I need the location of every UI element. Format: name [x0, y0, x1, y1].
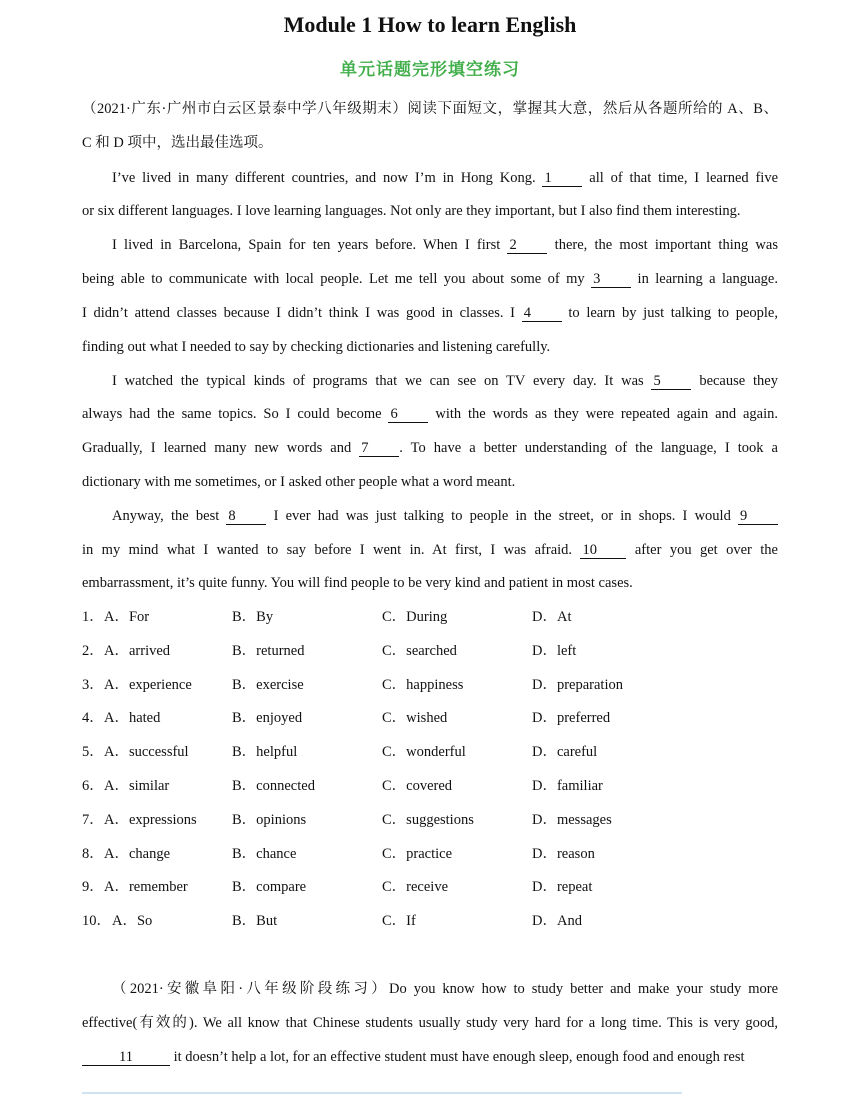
question-row [82, 675, 778, 695]
page-subtitle: 单元话题完形填空练习 [340, 60, 520, 80]
option-d[interactable]: D．repeat [532, 879, 593, 896]
question-number: 2． [82, 642, 104, 659]
option-b[interactable]: B．By [232, 609, 274, 625]
paragraph-line: 11 it doesn’t help a lot, for an effective student must have enough sleep, enough food and enough rest [82, 1047, 778, 1067]
question-row [82, 641, 778, 661]
option-c[interactable]: C．covered [382, 778, 453, 794]
option-d[interactable]: D．reason [532, 845, 595, 862]
option-a[interactable]: A．expressions [104, 811, 197, 828]
blank-9: 9 [738, 508, 778, 525]
option-c[interactable]: C．happiness [382, 676, 464, 693]
option-b[interactable]: B．exercise [232, 676, 304, 693]
option-a[interactable]: A．similar [104, 778, 170, 794]
option-d[interactable]: D．And [532, 913, 582, 930]
option-c[interactable]: C．If [382, 913, 416, 930]
option-a[interactable]: A．successful [104, 744, 189, 761]
paragraph-line: in my mind what I wanted to say before I went in. At first, I was afraid. 10 after you get over the [82, 542, 778, 558]
option-a[interactable]: A．change [104, 845, 171, 862]
blank-2: 2 [507, 237, 547, 254]
option-c[interactable]: C．suggestions [382, 811, 474, 828]
paragraph-line: Gradually, I learned many new words and 7 . To have a better understanding of the language, I took a [82, 440, 778, 456]
question-number: 10． [82, 913, 111, 930]
option-d[interactable]: D．preparation [532, 676, 623, 693]
question-row [82, 742, 778, 762]
question-row [82, 844, 778, 864]
paragraph-line: （2021·安徽阜阳·八年级阶段练习）Do you know how to study better and make your study more [112, 981, 778, 997]
option-d[interactable]: D．preferred [532, 710, 611, 727]
option-c[interactable]: C．wonderful [382, 744, 466, 761]
option-a[interactable]: A．experience [104, 676, 192, 693]
paragraph-line: Anyway, the best 8 I ever had was just talking to people in the street, or in shops. I would 9 [112, 506, 778, 526]
option-a[interactable]: A．remember [104, 879, 188, 896]
paragraph-line: always had the same topics. So I could become 6 with the words as they were repeated again and again. [82, 406, 778, 422]
page-title: Module 1 How to learn English [283, 12, 577, 37]
question-row [82, 776, 778, 796]
option-d[interactable]: D．At [532, 609, 572, 625]
question-row [82, 810, 778, 830]
blank-8: 8 [226, 508, 266, 525]
option-c[interactable]: C．During [382, 609, 448, 625]
question-number: 4． [82, 710, 104, 727]
question-number: 9． [82, 879, 104, 896]
option-d[interactable]: D．left [532, 642, 577, 659]
option-b[interactable]: B．But [232, 913, 278, 930]
paragraph-line: I watched the typical kinds of programs that we can see on TV every day. It was 5 because they [112, 373, 778, 389]
option-d[interactable]: D．messages [532, 811, 612, 828]
question-row [82, 607, 778, 627]
option-b[interactable]: B．helpful [232, 744, 298, 761]
paragraph-line: I lived in Barcelona, Spain for ten years before. When I first 2 there, the most important thing was [112, 237, 778, 253]
question-number: 6． [82, 778, 104, 794]
source-line-1: （2021·广东·广州市白云区景泰中学八年级期末）阅读下面短文，掌握其大意，然后从各题所给的 A、B、 [82, 101, 778, 117]
question-number: 1． [82, 609, 104, 625]
question-number: 8． [82, 845, 104, 862]
option-d[interactable]: D．careful [532, 744, 598, 761]
option-b[interactable]: B．chance [232, 845, 297, 862]
option-a[interactable]: A．hated [104, 710, 161, 727]
option-c[interactable]: C．receive [382, 879, 449, 896]
question-row [82, 877, 778, 897]
paragraph-line: or six different languages. I love learning languages. Not only are they important, but I also find them interesting. [82, 203, 741, 219]
option-b[interactable]: B．compare [232, 879, 307, 896]
paragraph-line: I didn’t attend classes because I didn’t think I was good in classes. I 4 to learn by just talking to people, [82, 305, 778, 321]
option-c[interactable]: C．searched [382, 642, 457, 659]
blank-11: 11 [82, 1049, 170, 1066]
option-c[interactable]: C．wished [382, 710, 448, 727]
question-number: 7． [82, 811, 104, 828]
option-a[interactable]: A．So [112, 913, 153, 930]
option-b[interactable]: B．enjoyed [232, 710, 303, 727]
option-a[interactable]: A．For [104, 609, 150, 625]
blank-10: 10 [580, 542, 626, 559]
paragraph-line: embarrassment, it’s quite funny. You will find people to be very kind and patient in most cases. [82, 575, 633, 591]
blank-7: 7 [359, 440, 399, 457]
paragraph-line: being able to communicate with local people. Let me tell you about some of my 3 in learning a language. [82, 271, 778, 287]
source-line-2: C 和 D 项中，选出最佳选项。 [82, 135, 273, 151]
question-number: 5． [82, 744, 104, 761]
option-a[interactable]: A．arrived [104, 642, 171, 659]
blank-6: 6 [388, 406, 428, 423]
option-d[interactable]: D．familiar [532, 778, 603, 794]
question-row [82, 911, 778, 931]
option-c[interactable]: C．practice [382, 845, 453, 862]
option-b[interactable]: B．returned [232, 642, 305, 659]
blank-4: 4 [522, 305, 562, 322]
option-b[interactable]: B．opinions [232, 811, 307, 828]
paragraph-line: finding out what I needed to say by checking dictionaries and listening carefully. [82, 339, 551, 355]
paragraph-line: dictionary with me sometimes, or I asked other people what a word meant. [82, 474, 516, 490]
question-number: 3． [82, 676, 104, 693]
paragraph-line: effective(有效的). We all know that Chinese students usually study very hard for a long time. This is very good, [82, 1015, 778, 1031]
blank-5: 5 [651, 373, 691, 390]
bottom-divider [82, 1092, 682, 1094]
option-b[interactable]: B．connected [232, 778, 315, 794]
question-row [82, 708, 778, 728]
blank-1: 1 [542, 170, 582, 187]
blank-3: 3 [591, 271, 631, 288]
paragraph-line: I’ve lived in many different countries, and now I’m in Hong Kong. 1 all of that time, I learned five [112, 170, 779, 186]
